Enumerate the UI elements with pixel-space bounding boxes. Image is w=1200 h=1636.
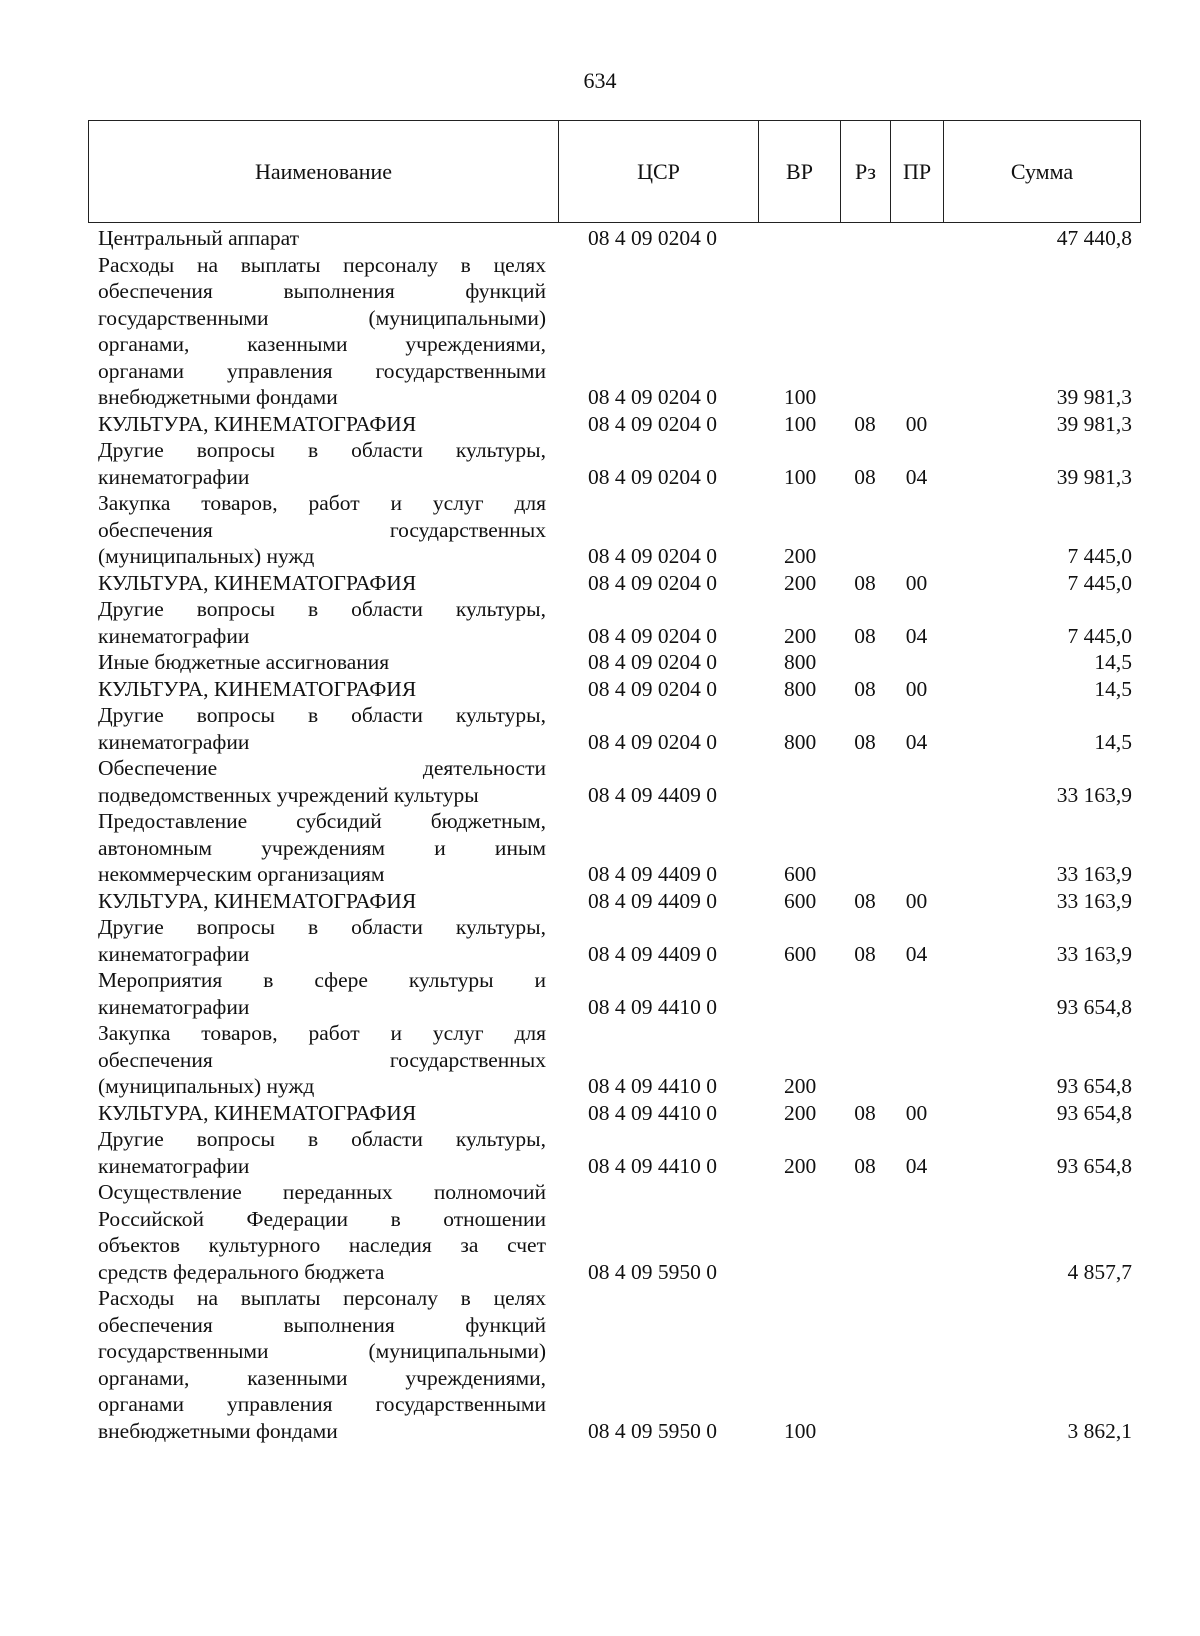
row-rz: 08 [854,941,876,966]
row-pr [890,490,943,570]
row-csr: 08 4 09 0204 0 [588,650,717,674]
row-pr: 00 [905,676,928,701]
row-name-line: кинематографии [98,994,250,1019]
row-vr: 200 [784,1074,817,1098]
row-name-line: средств федерального бюджета [98,1259,385,1284]
row-vr: 200 [784,623,817,648]
row-vr: 600 [784,888,817,913]
row-name-line: обеспечения государственных [98,517,546,542]
row-name [88,676,558,703]
row-name-line: государственными (муниципальными) [98,1339,546,1363]
table-row [88,1285,1140,1444]
row-name [88,596,558,649]
row-sum: 7 445,0 [1067,544,1132,568]
row-name-line: КУЛЬТУРА, КИНЕМАТОГРАФИЯ [98,888,417,913]
row-name [88,1179,558,1285]
row-sum: 14,5 [1094,650,1132,674]
row-sum: 33 163,9 [1056,888,1132,913]
table-row [88,1126,1140,1179]
row-rz [840,808,890,888]
row-vr: 100 [784,411,817,436]
row-csr: 08 4 09 0204 0 [588,729,717,754]
table-row [88,490,1140,570]
row-pr [890,1179,943,1285]
row-name-line: кинематографии [98,464,250,489]
row-sum: 93 654,8 [1056,994,1132,1019]
row-sum: 39 981,3 [1056,411,1132,436]
row-name [88,1020,558,1100]
row-vr: 800 [784,729,817,754]
row-rz [840,1285,890,1444]
row-pr [890,1020,943,1100]
row-pr: 04 [905,623,928,648]
row-csr: 08 4 09 0204 0 [588,570,717,595]
row-name-line: Предоставление субсидий бюджетным, [98,809,546,833]
row-pr: 04 [905,464,928,489]
row-name-line: кинематографии [98,941,250,966]
row-name-line: кинематографии [98,623,250,648]
row-name-line: (муниципальных) нужд [98,1074,315,1098]
table-row [88,914,1140,967]
table-header [88,120,1141,223]
page-number: 634 [583,68,617,93]
row-csr: 08 4 09 4409 0 [588,782,717,807]
row-vr: 200 [784,1100,817,1125]
table-row [88,225,1140,252]
row-rz: 08 [854,411,876,436]
budget-table [88,225,1140,1444]
row-name-line: кинематографии [98,1153,250,1178]
row-vr [758,755,840,808]
row-csr: 08 4 09 0204 0 [588,411,717,436]
row-rz: 08 [854,623,876,648]
row-rz: 08 [854,464,876,489]
row-name [88,649,558,676]
row-pr [890,808,943,888]
row-sum: 7 445,0 [1067,623,1132,648]
row-rz [840,225,890,252]
row-rz: 08 [854,1153,876,1178]
row-rz [840,967,890,1020]
row-rz [840,252,890,411]
row-sum: 39 981,3 [1056,385,1132,409]
row-csr: 08 4 09 0204 0 [588,385,717,409]
row-vr: 100 [784,1418,817,1443]
row-name-line: Другие вопросы в области культуры, [98,703,546,727]
table-row [88,252,1140,411]
row-name [88,967,558,1020]
row-name-line: Другие вопросы в области культуры, [98,597,546,621]
row-sum: 93 654,8 [1056,1074,1132,1098]
table-row [88,1179,1140,1285]
row-vr: 100 [784,385,817,409]
table-row [88,411,1140,438]
row-name-line: кинематографии [98,729,250,754]
row-name-line: автономным учреждениям и иным [98,835,546,860]
row-sum: 3 862,1 [1067,1418,1132,1443]
budget-table-body [88,225,1140,1444]
row-name-line: подведомственных учреждений культуры [98,782,479,807]
column-header-name: Наименование [89,121,559,223]
row-name [88,437,558,490]
row-pr [890,252,943,411]
column-header-sum: Сумма [944,121,1141,223]
row-rz: 08 [854,676,876,701]
table-row [88,1100,1140,1127]
table-row [88,676,1140,703]
row-name-line: органами, казенными учреждениями, [98,1365,546,1390]
row-csr: 08 4 09 4410 0 [588,1100,717,1125]
row-name [88,702,558,755]
row-csr: 08 4 09 5950 0 [588,1259,717,1284]
row-rz: 08 [854,729,876,754]
table-row [88,967,1140,1020]
row-pr: 00 [905,570,928,595]
row-vr: 200 [784,544,817,568]
table-row [88,437,1140,490]
row-name [88,1100,558,1127]
row-sum: 47 440,8 [1056,226,1132,250]
row-rz [840,1020,890,1100]
row-name [88,808,558,888]
row-name-line: органами управления государственными [98,358,546,383]
row-name [88,1285,558,1444]
row-sum: 39 981,3 [1056,464,1132,489]
row-name-line: Закупка товаров, работ и услуг для [98,491,546,515]
column-header-csr: ЦСР [559,121,759,223]
row-pr [890,225,943,252]
row-vr: 600 [784,941,817,966]
table-row [88,596,1140,649]
row-sum: 14,5 [1094,676,1132,701]
row-vr: 800 [784,676,817,701]
table-row [88,1020,1140,1100]
row-vr: 200 [784,1153,817,1178]
row-name-line: Другие вопросы в области культуры, [98,1127,546,1151]
row-pr: 00 [905,1100,928,1125]
row-name-line: КУЛЬТУРА, КИНЕМАТОГРАФИЯ [98,411,417,436]
row-csr: 08 4 09 4409 0 [588,941,717,966]
row-rz [840,755,890,808]
row-csr: 08 4 09 5950 0 [588,1418,717,1443]
row-csr: 08 4 09 4410 0 [588,1074,717,1098]
row-rz [840,490,890,570]
row-name-line: Центральный аппарат [98,226,300,250]
row-name-line: объектов культурного наследия за счет [98,1233,546,1257]
row-rz: 08 [854,1100,876,1125]
row-name [88,411,558,438]
row-pr: 04 [905,941,928,966]
row-pr [890,967,943,1020]
row-name-line: КУЛЬТУРА, КИНЕМАТОГРАФИЯ [98,676,417,701]
row-name [88,490,558,570]
row-csr: 08 4 09 0204 0 [588,226,717,250]
table-row [88,808,1140,888]
row-pr: 04 [905,1153,928,1178]
row-rz: 08 [854,570,876,595]
row-name-line: Мероприятия в сфере культуры и [98,968,546,992]
row-pr: 00 [905,888,928,913]
row-vr: 800 [784,650,817,674]
row-pr: 04 [905,729,928,754]
table-row [88,755,1140,808]
row-name-line: КУЛЬТУРА, КИНЕМАТОГРАФИЯ [98,1100,417,1125]
row-name-line: Другие вопросы в области культуры, [98,915,546,939]
table-row [88,570,1140,597]
row-csr: 08 4 09 0204 0 [588,676,717,701]
row-name [88,225,558,252]
row-csr: 08 4 09 4409 0 [588,888,717,913]
row-sum: 7 445,0 [1067,570,1132,595]
row-sum: 33 163,9 [1056,782,1132,807]
column-header-pr: ПР [891,121,944,223]
row-name-line: органами, казенными учреждениями, [98,332,546,356]
row-csr: 08 4 09 0204 0 [588,464,717,489]
row-rz [840,649,890,676]
row-vr: 100 [784,464,817,489]
row-name-line: внебюджетными фондами [98,1418,338,1443]
row-pr [890,1285,943,1444]
row-rz: 08 [854,888,876,913]
row-csr: 08 4 09 4409 0 [588,862,717,886]
table-row [88,888,1140,915]
row-name [88,570,558,597]
row-name-line: внебюджетными фондами [98,385,338,409]
row-rz [840,1179,890,1285]
row-name-line: обеспечения государственных [98,1047,546,1072]
row-pr [890,755,943,808]
row-name [88,252,558,411]
row-sum: 14,5 [1094,729,1132,754]
row-name-line: органами управления государственными [98,1392,546,1416]
column-header-vr: ВР [759,121,841,223]
column-header-rz: Рз [841,121,891,223]
row-name-line: обеспечения выполнения функций [98,1312,546,1337]
row-name-line: Обеспечение деятельности [98,756,546,780]
row-csr: 08 4 09 0204 0 [588,623,717,648]
row-vr [758,225,840,252]
row-vr [758,967,840,1020]
row-name-line: Иные бюджетные ассигнования [98,650,390,674]
row-pr [890,649,943,676]
row-name [88,888,558,915]
row-sum: 4 857,7 [1067,1259,1132,1284]
row-pr: 00 [905,411,928,436]
row-csr: 08 4 09 0204 0 [588,544,717,568]
row-name-line: государственными (муниципальными) [98,305,546,330]
row-name [88,755,558,808]
row-name-line: КУЛЬТУРА, КИНЕМАТОГРАФИЯ [98,570,417,595]
row-sum: 93 654,8 [1056,1153,1132,1178]
row-name-line: Российской Федерации в отношении [98,1206,546,1231]
row-vr: 200 [784,570,817,595]
row-name [88,914,558,967]
row-csr: 08 4 09 4410 0 [588,994,717,1019]
row-name-line: некоммерческим организациям [98,862,385,886]
row-csr: 08 4 09 4410 0 [588,1153,717,1178]
row-name [88,1126,558,1179]
row-name-line: (муниципальных) нужд [98,544,315,568]
row-sum: 33 163,9 [1056,862,1132,886]
row-name-line: Другие вопросы в области культуры, [98,438,546,462]
row-name-line: обеспечения выполнения функций [98,279,546,303]
table-row [88,649,1140,676]
row-name-line: Расходы на выплаты персоналу в целях [98,1286,546,1310]
table-row [88,702,1140,755]
row-name-line: Осуществление переданных полномочий [98,1180,546,1204]
row-sum: 33 163,9 [1056,941,1132,966]
row-name-line: Закупка товаров, работ и услуг для [98,1021,546,1045]
row-vr [758,1179,840,1285]
row-name-line: Расходы на выплаты персоналу в целях [98,252,546,277]
row-vr: 600 [784,862,817,886]
row-sum: 93 654,8 [1056,1100,1132,1125]
